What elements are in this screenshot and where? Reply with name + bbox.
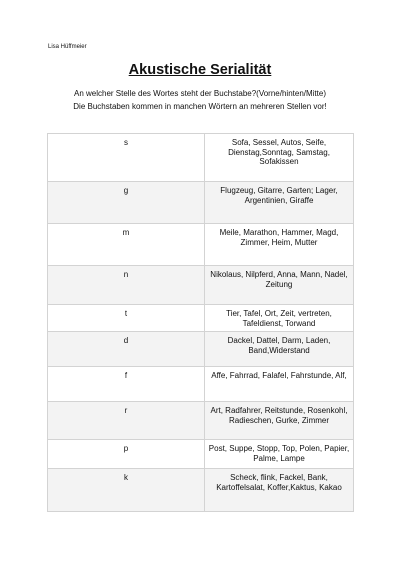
words-cell: Meile, Marathon, Hammer, Magd, Zimmer, Heim, Mutter bbox=[205, 224, 354, 266]
letter-table bbox=[47, 133, 354, 512]
table-row bbox=[48, 332, 354, 367]
document-title: Akustische Serialität bbox=[128, 62, 272, 78]
words-cell: Art, Radfahrer, Reitstunde, Rosenkohl, Radieschen, Gurke, Zimmer bbox=[205, 402, 354, 440]
words-cell: Dackel, Dattel, Darm, Laden, Band,Widerstand bbox=[205, 332, 354, 367]
table-row bbox=[48, 469, 354, 512]
instruction-line-2: Die Buchstaben kommen in manchen Wörtern an mehreren Stellen vor! bbox=[73, 102, 327, 111]
words-cell: Affe, Fahrrad, Falafel, Fahrstunde, Alf, bbox=[205, 367, 354, 402]
letter-cell: p bbox=[48, 440, 205, 469]
letter-cell: m bbox=[48, 224, 205, 266]
words-cell: Nikolaus, Nilpferd, Anna, Mann, Nadel, Zeitung bbox=[205, 266, 354, 305]
table-row bbox=[48, 182, 354, 224]
letter-cell: t bbox=[48, 305, 205, 332]
table-row bbox=[48, 224, 354, 266]
letter-cell: s bbox=[48, 134, 205, 182]
letter-cell: g bbox=[48, 182, 205, 224]
words-cell: Scheck, flink, Fackel, Bank, Kartoffelsalat, Koffer,Kaktus, Kakao bbox=[205, 469, 354, 512]
instruction-line-1: An welcher Stelle des Wortes steht der Buchstabe?(Vorne/hinten/Mitte) bbox=[74, 89, 326, 98]
table-row bbox=[48, 402, 354, 440]
words-cell: Post, Suppe, Stopp, Top, Polen, Papier, Palme, Lampe bbox=[205, 440, 354, 469]
letter-cell: n bbox=[48, 266, 205, 305]
table-row bbox=[48, 440, 354, 469]
author-name: Lisa Hüffmeier bbox=[48, 44, 87, 50]
table-row bbox=[48, 367, 354, 402]
words-cell: Sofa, Sessel, Autos, Seife, Dienstag,Sonntag, Samstag, Sofakissen bbox=[205, 134, 354, 182]
letter-cell: f bbox=[48, 367, 205, 402]
letter-cell: k bbox=[48, 469, 205, 512]
words-cell: Flugzeug, Gitarre, Garten; Lager, Argentinien, Giraffe bbox=[205, 182, 354, 224]
letter-cell: r bbox=[48, 402, 205, 440]
table-row bbox=[48, 266, 354, 305]
letter-cell: d bbox=[48, 332, 205, 367]
table-row bbox=[48, 305, 354, 332]
words-cell: Tier, Tafel, Ort, Zeit, vertreten, Tafeldienst, Torwand bbox=[205, 305, 354, 332]
instructions bbox=[0, 87, 400, 113]
table-row bbox=[48, 134, 354, 182]
